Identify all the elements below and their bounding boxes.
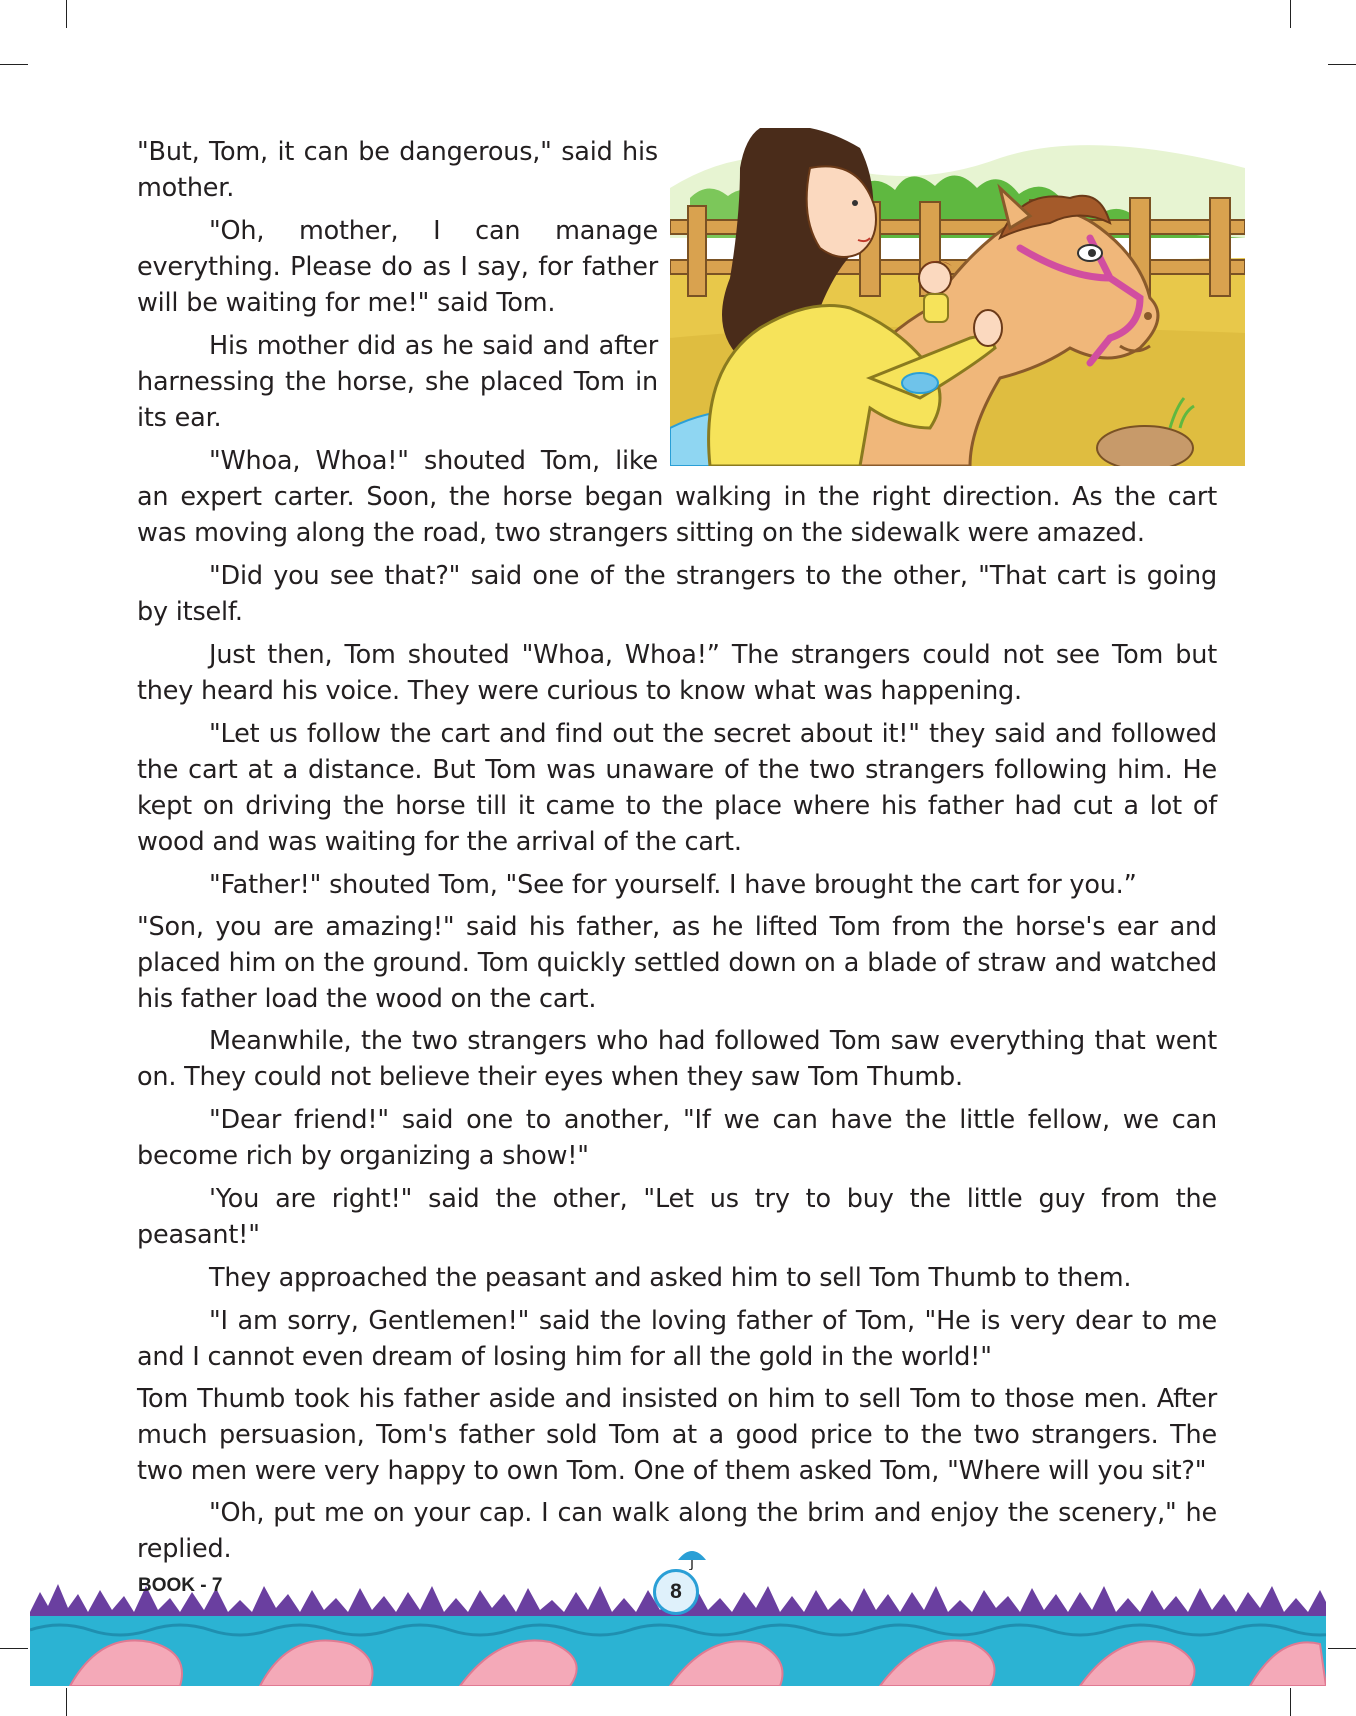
story-paragraph: "But, Tom, it can be dangerous," said his mother. xyxy=(137,137,658,203)
book-label: BOOK - 7 xyxy=(138,1575,223,1596)
story-paragraph: "Dear friend!" said one to another, "If we can have the little fellow, we can become rich by organizing a show!" xyxy=(137,1105,1217,1171)
story-paragraph: His mother did as he said and after harnessing the horse, she placed Tom in its ear. xyxy=(137,331,658,433)
crop-mark xyxy=(66,0,67,28)
story-paragraph: "Father!" shouted Tom, "See for yourself. I have brought the cart for you.” xyxy=(209,870,1137,900)
crop-mark xyxy=(1328,1648,1356,1649)
crop-mark xyxy=(1328,64,1356,65)
story-paragraph: 'You are right!" said the other, "Let us try to buy the little guy from the peasant!" xyxy=(137,1184,1217,1250)
story-paragraph: They approached the peasant and asked him to sell Tom Thumb to them. xyxy=(209,1263,1132,1293)
crop-mark xyxy=(1290,1688,1291,1716)
story-paragraph: "Oh, mother, I can manage everything. Please do as I say, for father will be waiting for me!" said Tom. xyxy=(137,216,658,318)
story-paragraph: "Son, you are amazing!" said his father, as he lifted Tom from the horse's ear and placed him on the ground. Tom quickly settled down on a blade of straw and watched his father load the wood on the cart. xyxy=(137,912,1217,1014)
story-paragraph: "Did you see that?" said one of the strangers to the other, "That cart is going by itself. xyxy=(137,561,1217,627)
page-number: 8 xyxy=(653,1569,699,1615)
story-paragraph: "I am sorry, Gentlemen!" said the loving father of Tom, "He is very dear to me and I cannot even dream of losing him for all the gold in the world!" xyxy=(137,1306,1217,1372)
umbrella-icon xyxy=(676,1546,708,1570)
story-paragraph: Just then, Tom shouted "Whoa, Whoa!” The strangers could not see Tom but they heard his voice. They were curious to know what was happening. xyxy=(137,640,1217,706)
story-illustration xyxy=(670,128,1245,466)
mother-horse-illustration xyxy=(670,128,1245,466)
story-paragraph: "Let us follow the cart and find out the secret about it!" they said and followed the cart at a distance. But Tom was unaware of the two strangers following him. He kept on driving the horse till it came to the place where his father had cut a lot of wood and was waiting for the arrival of the cart. xyxy=(137,719,1217,857)
story-text xyxy=(137,134,1217,1574)
story-paragraph: Tom Thumb took his father aside and insisted on him to sell Tom to those men. After much persuasion, Tom's father sold Tom at a good price to the two strangers. The two men were very happy to own Tom. One of them asked Tom, "Where will you sit?" xyxy=(137,1384,1217,1486)
story-paragraph: Meanwhile, the two strangers who had followed Tom saw everything that went on. They could not believe their eyes when they saw Tom Thumb. xyxy=(137,1026,1217,1092)
story-paragraph: "Oh, put me on your cap. I can walk along the brim and enjoy the scenery," he replied. xyxy=(137,1498,1217,1564)
crop-mark xyxy=(66,1688,67,1716)
crop-mark xyxy=(0,1648,28,1649)
crop-mark xyxy=(0,64,28,65)
crop-mark xyxy=(1290,0,1291,28)
story-paragraph: "Whoa, Whoa!" shouted Tom, like an expert carter. Soon, the horse began walking in the right direction. As the cart was moving along the road, two strangers sitting on the sidewalk were amazed. xyxy=(137,446,1217,548)
